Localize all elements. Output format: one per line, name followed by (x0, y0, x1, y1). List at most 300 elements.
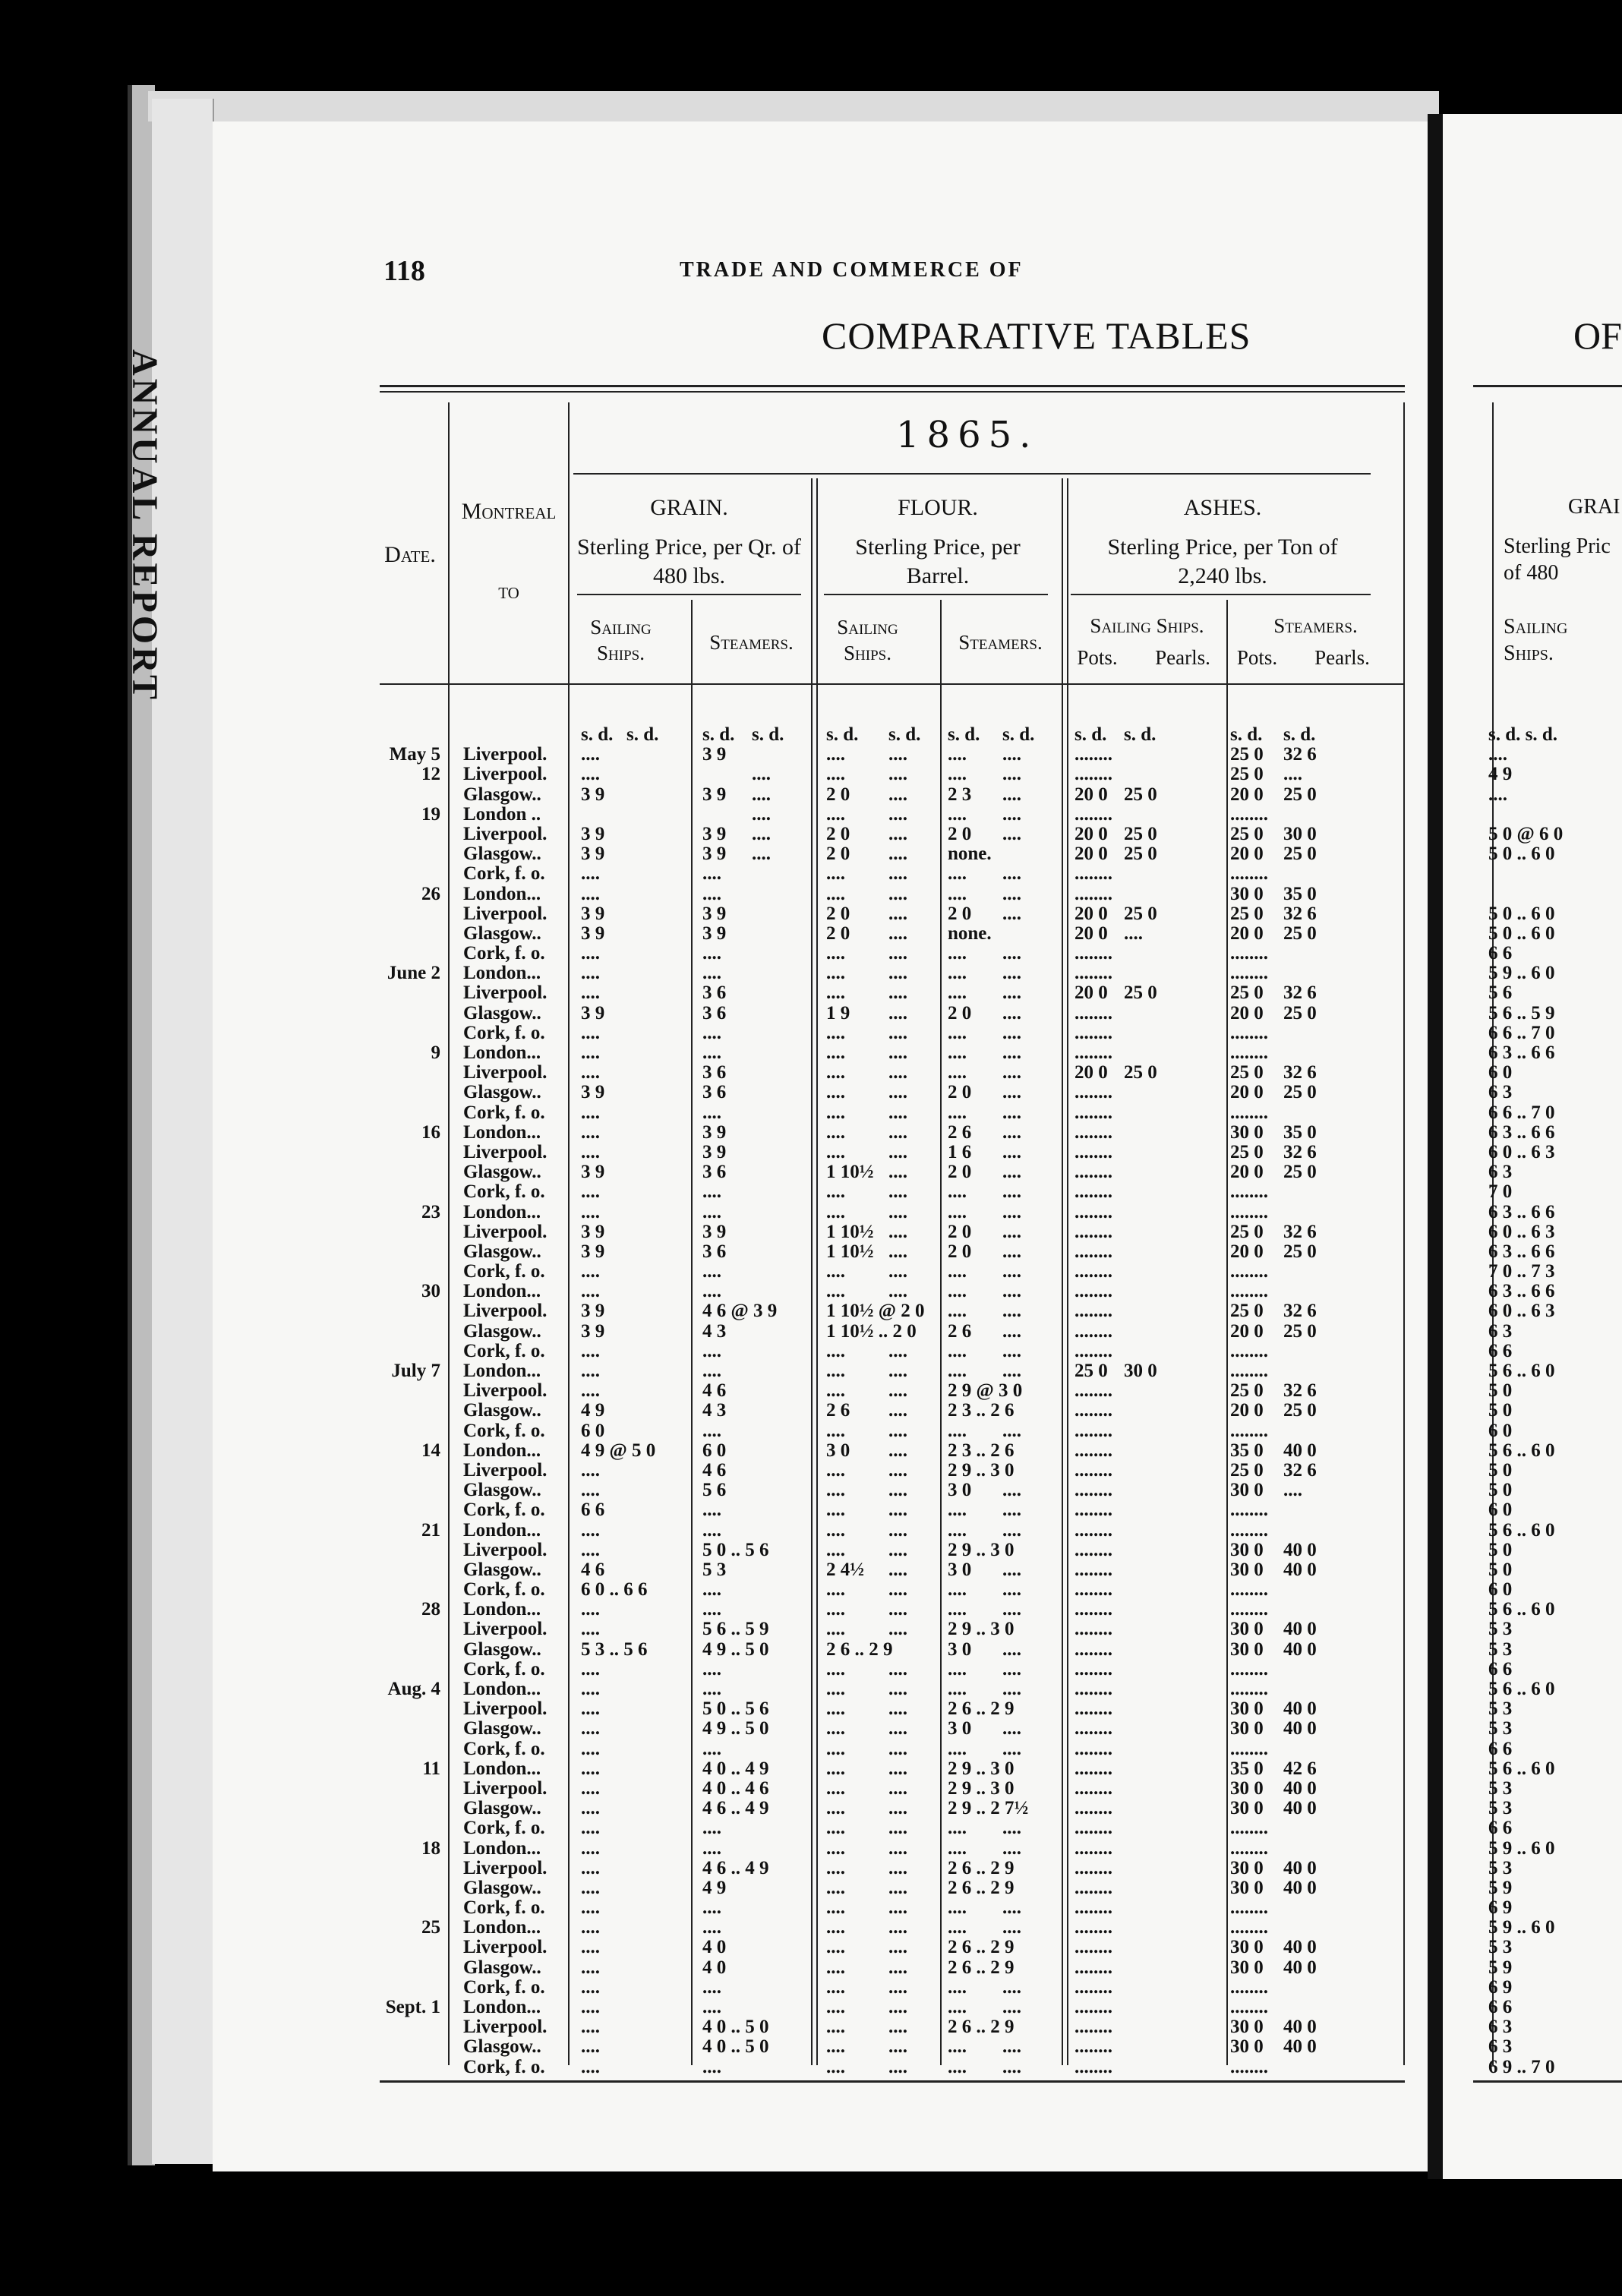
table-row (364, 1400, 1513, 1421)
cell-flour-steam-1: 2 0 (948, 823, 972, 844)
cell-destination: Glasgow.. (463, 1162, 541, 1183)
cell-flour-steam-2: .... (1002, 1818, 1021, 1839)
cell-destination: Glasgow.. (463, 1559, 541, 1580)
cell-ashes-steam-pots: 30 0 (1230, 1559, 1264, 1580)
cell-ashes-sail-pots: ........ (1074, 744, 1112, 765)
cell-next-page-value: 5 9 (1488, 1877, 1513, 1898)
cell-flour-sail-2: .... (888, 1877, 907, 1898)
cell-next-page-value: 6 9 (1488, 1976, 1513, 1998)
cell-ashes-steam-pearls: 40 0 (1283, 1718, 1317, 1739)
cell-flour-sail-2: .... (888, 863, 907, 885)
cell-ashes-sail-pots: ........ (1074, 1638, 1112, 1660)
cell-flour-sail-1: .... (826, 863, 845, 885)
cell-flour-steam-1: .... (948, 1519, 967, 1541)
cell-ashes-sail-pots: 20 0 (1074, 823, 1108, 844)
cell-next-page-value: 5 0 (1488, 1480, 1513, 1501)
cell-flour-sail-2: .... (888, 1361, 907, 1381)
cell-flour-sail-2: .... (888, 744, 907, 765)
cell-ashes-sail-pots: ........ (1074, 883, 1112, 904)
cell-flour-sail-2: .... (888, 1957, 907, 1978)
table-row (364, 1777, 1513, 1799)
table-row (364, 1500, 1513, 1521)
cell-flour-steam-1: 2 9 .. 3 0 (948, 1758, 1015, 1779)
cell-flour-sail-2: .... (888, 1459, 907, 1481)
cell-ashes-sail-pots: ........ (1074, 1380, 1112, 1402)
cell-flour-steam-2: .... (1002, 1519, 1021, 1541)
cell-flour-sail-1: .... (826, 1937, 845, 1958)
cell-destination: London... (463, 1679, 541, 1699)
table-row (364, 1420, 1513, 1441)
cell-next-page-value: 6 3 .. 6 6 (1488, 1241, 1555, 1262)
cell-ashes-steam-pearls: 42 6 (1283, 1758, 1317, 1779)
cell-flour-steam-2: .... (1002, 982, 1021, 1004)
cell-flour-sail-1: .... (826, 1917, 845, 1938)
grain-sailing-header: Sailing Ships. (590, 616, 652, 664)
cell-ashes-steam-pearls: 40 0 (1283, 1937, 1317, 1958)
cell-flour-sail-2: .... (888, 1798, 907, 1819)
cell-flour-sail-1: .... (826, 1599, 845, 1620)
cell-next-page-value: 5 9 (1488, 1957, 1513, 1978)
cell-flour-steam-1: 2 6 (948, 1121, 972, 1143)
cell-ashes-steam-pots: ........ (1230, 1837, 1268, 1859)
cell-grain-sail-1: .... (581, 1758, 600, 1779)
cell-flour-steam-2: .... (1002, 1976, 1021, 1998)
cell-next-page-value: 6 0 (1488, 1420, 1513, 1441)
cell-flour-steam-2: .... (1002, 1559, 1021, 1580)
cell-grain-steam-1: 4 9 (702, 1877, 727, 1898)
cell-ashes-steam-pots: ........ (1230, 1917, 1268, 1938)
cell-ashes-sail-pots: ........ (1074, 1957, 1112, 1978)
cell-flour-sail-1: .... (826, 982, 845, 1004)
cell-next-page-value: 6 3 .. 6 6 (1488, 1201, 1555, 1222)
cell-grain-steam-1: 3 6 (702, 1002, 727, 1023)
cell-grain-steam-2: .... (752, 844, 771, 865)
cell-destination: Cork, f. o. (463, 2056, 545, 2077)
cell-grain-sail-1: .... (581, 1679, 600, 1699)
cell-ashes-sail-pots: ........ (1074, 1579, 1112, 1601)
table-row (364, 1559, 1513, 1580)
cell-flour-steam-1: 2 9 .. 3 0 (948, 1777, 1015, 1799)
cell-grain-sail-1: .... (581, 1201, 600, 1222)
cell-flour-sail-2: .... (888, 943, 907, 964)
cell-grain-steam-2: .... (752, 764, 771, 785)
cell-next-page-value: 6 9 .. 7 0 (1488, 2056, 1555, 2077)
cell-ashes-steam-pearls: 40 0 (1283, 1798, 1317, 1819)
cell-flour-sail-2: .... (888, 1141, 907, 1162)
cell-flour-steam-1: .... (948, 1201, 967, 1222)
cell-grain-sail-1: .... (581, 1976, 600, 1998)
cell-flour-steam-2: .... (1002, 764, 1021, 785)
cell-ashes-sail-pots: ........ (1074, 1340, 1112, 1361)
cell-next-page-value: 6 6 (1488, 1738, 1513, 1759)
cell-ashes-sail-pots: ........ (1074, 1777, 1112, 1799)
cell-ashes-steam-pearls: 32 6 (1283, 1301, 1317, 1322)
cell-grain-sail-1: .... (581, 1917, 600, 1938)
cell-flour-steam-1: .... (948, 1102, 967, 1123)
cell-next-page-value: 5 0 (1488, 1539, 1513, 1560)
cell-ashes-steam-pots: ........ (1230, 1361, 1268, 1381)
cell-ashes-steam-pots: ........ (1230, 1897, 1268, 1919)
cell-destination: Liverpool. (463, 1380, 548, 1402)
cell-flour-sail-1: 1 10½ (826, 1221, 874, 1242)
table-row (364, 1340, 1513, 1361)
cell-flour-sail-2: .... (888, 764, 907, 785)
cell-grain-steam-1: 3 9 (702, 744, 727, 765)
table-row (364, 1718, 1513, 1739)
cell-ashes-sail-pots: ........ (1074, 2036, 1112, 2058)
cell-flour-steam-1: .... (948, 943, 967, 964)
cell-flour-steam-1: 2 0 (948, 1002, 972, 1023)
cell-destination: Glasgow.. (463, 2036, 541, 2058)
cell-grain-steam-1: .... (702, 943, 721, 964)
cell-ashes-steam-pots: 25 0 (1230, 1301, 1264, 1322)
cell-flour-sail-1: .... (826, 1480, 845, 1501)
cell-flour-steam-1: .... (948, 1301, 967, 1322)
cell-flour-sail-1: 2 0 (826, 922, 850, 944)
cell-grain-steam-1: s. d. (702, 724, 735, 745)
cell-ashes-steam-pots: s. d. (1230, 724, 1263, 745)
cell-grain-steam-1: 3 9 (702, 903, 727, 924)
table-row (364, 982, 1513, 1004)
cell-destination: Glasgow.. (463, 1957, 541, 1978)
cell-next-page-value: 5 0 (1488, 1400, 1513, 1421)
ashes-header: ASHES. (1183, 495, 1262, 520)
table-row (364, 1698, 1513, 1720)
cell-flour-steam-1: .... (948, 1579, 967, 1601)
cell-ashes-sail-pearls: 25 0 (1124, 844, 1157, 865)
cell-flour-steam-1: .... (948, 982, 967, 1004)
cell-flour-sail-2: .... (888, 1818, 907, 1839)
cell-destination: London... (463, 1837, 541, 1859)
cell-grain-sail-1: 3 9 (581, 844, 605, 865)
cell-grain-steam-1: 3 6 (702, 1162, 727, 1183)
cell-date: 14 (421, 1440, 440, 1461)
cell-date: Aug. 4 (387, 1679, 440, 1699)
cell-flour-steam-2: .... (1002, 2056, 1021, 2077)
np-top-rule (1473, 385, 1622, 387)
cell-flour-sail-2: .... (888, 963, 907, 984)
cell-flour-sail-1: 2 6 (826, 1400, 850, 1421)
cell-destination: Glasgow.. (463, 1798, 541, 1819)
cell-flour-steam-1: 2 6 (948, 1320, 972, 1342)
table-row (364, 1062, 1513, 1083)
cell-grain-steam-1: .... (702, 1599, 721, 1620)
cell-next-page-value: 6 3 .. 6 6 (1488, 1281, 1555, 1302)
cell-flour-sail-1: .... (826, 1897, 845, 1919)
table-row (364, 1619, 1513, 1640)
cell-grain-steam-1: 4 0 .. 4 6 (702, 1777, 769, 1799)
cell-flour-sail-1: .... (826, 1758, 845, 1779)
cell-flour-sail-2: .... (888, 1937, 907, 1958)
cell-flour-sail-2: .... (888, 1738, 907, 1759)
cell-flour-steam-2: .... (1002, 1261, 1021, 1282)
cell-ashes-steam-pots: ........ (1230, 863, 1268, 885)
cell-grain-sail-1: .... (581, 1818, 600, 1839)
cell-grain-sail-1: .... (581, 1937, 600, 1958)
cell-flour-sail-1: .... (826, 1500, 845, 1521)
cell-flour-steam-1: 2 6 .. 2 9 (948, 1877, 1015, 1898)
cell-flour-sail-2: .... (888, 1698, 907, 1720)
cell-grain-sail-1: 3 9 (581, 1301, 605, 1322)
cell-ashes-sail-pearls: s. d. (1124, 724, 1157, 745)
ashes-steam-pots-header: Pots. (1236, 646, 1278, 669)
cell-ashes-sail-pots: 25 0 (1074, 1361, 1108, 1381)
cell-next-page-value: 5 9 .. 6 0 (1488, 963, 1555, 984)
table-row (364, 764, 1513, 785)
cell-destination: Cork, f. o. (463, 1102, 545, 1123)
cell-next-page-value: 6 3 .. 6 6 (1488, 1121, 1555, 1143)
cell-destination: Liverpool. (463, 1062, 548, 1083)
cell-flour-sail-1: .... (826, 883, 845, 904)
cell-ashes-steam-pots: 20 0 (1230, 844, 1264, 865)
cell-ashes-steam-pots: ........ (1230, 943, 1268, 964)
cell-flour-steam-2: .... (1002, 784, 1021, 805)
cell-ashes-sail-pots: ........ (1074, 1320, 1112, 1342)
cell-date: 19 (421, 803, 440, 825)
table-row (364, 2017, 1513, 2038)
cell-grain-steam-1: 4 9 .. 5 0 (702, 1638, 769, 1660)
cell-grain-steam-1: .... (702, 1500, 721, 1521)
cell-ashes-steam-pots: 25 0 (1230, 744, 1264, 765)
cell-grain-sail-1: .... (581, 1361, 600, 1381)
cell-flour-sail-2: .... (888, 1002, 907, 1023)
cell-grain-sail-1: .... (581, 883, 600, 904)
cell-grain-sail-1: 3 9 (581, 1002, 605, 1023)
cell-grain-steam-1: .... (702, 883, 721, 904)
cell-flour-sail-1: .... (826, 1519, 845, 1541)
cell-next-page-value: 5 6 .. 6 0 (1488, 1758, 1555, 1779)
table-row (364, 1459, 1513, 1481)
cell-grain-steam-1: 4 0 (702, 1957, 727, 1978)
cell-grain-steam-1: 3 9 (702, 1121, 727, 1143)
cell-flour-sail-2: .... (888, 1102, 907, 1123)
flour-steamers-header: Steamers. (958, 631, 1043, 654)
flour-sub-rule (824, 594, 1048, 595)
cell-ashes-steam-pots: ........ (1230, 1340, 1268, 1361)
table-row (364, 1917, 1555, 1938)
cell-grain-steam-1: .... (702, 963, 721, 984)
cell-ashes-steam-pots: ........ (1230, 1679, 1268, 1699)
cell-next-page-value: 6 6 (1488, 1340, 1513, 1361)
cell-destination: Liverpool. (463, 1857, 548, 1878)
cell-flour-steam-1: .... (948, 2056, 967, 2077)
cell-grain-sail-1: .... (581, 1599, 600, 1620)
cell-ashes-steam-pots: ........ (1230, 1201, 1268, 1222)
cell-ashes-sail-pearls: 25 0 (1124, 903, 1157, 924)
cell-next-page-value: 5 0 .. 6 0 (1488, 844, 1555, 865)
cell-ashes-sail-pots: ........ (1074, 1976, 1112, 1998)
cell-next-page-value: 5 6 .. 6 0 (1488, 1679, 1555, 1699)
cell-ashes-sail-pearls: 30 0 (1124, 1361, 1157, 1381)
cell-grain-sail-1: 4 6 (581, 1559, 605, 1580)
table-row (364, 903, 1555, 924)
cell-flour-sail-1: .... (826, 1062, 845, 1083)
cell-grain-steam-1: 3 6 (702, 1082, 727, 1103)
cell-ashes-steam-pots: ........ (1230, 1818, 1268, 1839)
cell-flour-steam-2: .... (1002, 1738, 1021, 1759)
ashes-steamers-header: Steamers. (1273, 614, 1358, 637)
cell-destination: Cork, f. o. (463, 1022, 545, 1043)
cell-next-page-value: 5 3 (1488, 1857, 1513, 1878)
cell-destination: Glasgow.. (463, 1400, 541, 1421)
cell-destination: Liverpool. (463, 2017, 548, 2038)
cell-flour-steam-2: .... (1002, 1301, 1021, 1322)
cell-flour-steam-1: .... (948, 1022, 967, 1043)
cell-ashes-sail-pots: ........ (1074, 1539, 1112, 1560)
cell-flour-steam-1: .... (948, 1897, 967, 1919)
cell-flour-steam-1: 2 6 .. 2 9 (948, 1857, 1015, 1878)
ashes-steam-pearls-header: Pearls. (1314, 646, 1370, 669)
cell-flour-steam-1: .... (948, 963, 967, 984)
cell-flour-sail-1: .... (826, 943, 845, 964)
cell-date: 12 (421, 764, 440, 785)
cell-flour-sail-2: .... (888, 1679, 907, 1699)
cell-ashes-steam-pearls: 25 0 (1283, 1320, 1317, 1342)
cell-flour-sail-1: .... (826, 2017, 845, 2038)
cell-flour-sail-2: .... (888, 1976, 907, 1998)
cell-ashes-sail-pots: 20 0 (1074, 844, 1108, 865)
cell-ashes-steam-pots: 30 0 (1230, 1619, 1264, 1640)
cell-ashes-steam-pots: ........ (1230, 1261, 1268, 1282)
next-page-subheader: Sterling Pric of 480 (1504, 535, 1611, 585)
cell-flour-sail-1: .... (826, 963, 845, 984)
cell-next-page-value: 6 6 (1488, 1997, 1513, 2017)
cell-grain-sail-1: 3 9 (581, 784, 605, 805)
cell-flour-steam-2: .... (1002, 1241, 1021, 1262)
cell-ashes-steam-pots: ........ (1230, 1519, 1268, 1541)
table-row (364, 1320, 1513, 1342)
cell-flour-steam-2: .... (1002, 1638, 1021, 1660)
cell-flour-sail-1: 2 0 (826, 823, 850, 844)
cell-destination: Glasgow.. (463, 1002, 541, 1023)
cell-flour-sail-1: .... (826, 1698, 845, 1720)
cell-next-page-value: 6 0 (1488, 1579, 1513, 1601)
cell-next-page-value: 6 3 (1488, 1320, 1513, 1342)
cell-flour-sail-1: .... (826, 744, 845, 765)
cell-ashes-steam-pearls: 32 6 (1283, 1459, 1317, 1481)
cell-flour-steam-2: .... (1002, 943, 1021, 964)
cell-ashes-steam-pearls: 32 6 (1283, 1141, 1317, 1162)
cell-flour-steam-1: .... (948, 1818, 967, 1839)
cell-destination: London... (463, 963, 541, 984)
cell-flour-sail-1: .... (826, 1121, 845, 1143)
cell-destination: Liverpool. (463, 744, 548, 765)
cell-ashes-sail-pots: ........ (1074, 2056, 1112, 2077)
cell-flour-sail-1: 1 9 (826, 1002, 850, 1023)
cell-flour-sail-2: .... (888, 1917, 907, 1938)
cell-destination: London... (463, 883, 541, 904)
cell-ashes-steam-pots: 30 0 (1230, 1121, 1264, 1143)
cell-ashes-steam-pots: ........ (1230, 1500, 1268, 1521)
cell-date: 16 (421, 1121, 440, 1143)
table-row (364, 1658, 1513, 1679)
cell-grain-sail-1: 4 9 (581, 1400, 605, 1421)
cell-flour-sail-1: 2 4½ (826, 1559, 864, 1580)
cell-ashes-steam-pots: ........ (1230, 1658, 1268, 1679)
cell-flour-sail-2: .... (888, 1539, 907, 1560)
cell-next-page-value: 5 0 .. 6 0 (1488, 922, 1555, 944)
cell-grain-steam-1: 3 9 (702, 784, 727, 805)
cell-flour-steam-2: .... (1002, 1320, 1021, 1342)
cell-flour-sail-1: 2 0 (826, 784, 850, 805)
cell-next-page-value: 5 3 (1488, 1798, 1513, 1819)
cell-grain-steam-2: .... (752, 784, 771, 805)
cell-flour-steam-2: .... (1002, 2036, 1021, 2058)
cell-grain-steam-1: .... (702, 1897, 721, 1919)
cell-ashes-steam-pots: 25 0 (1230, 823, 1264, 844)
cell-ashes-sail-pots: ........ (1074, 1718, 1112, 1739)
cell-flour-sail-1: .... (826, 1042, 845, 1063)
cell-next-page-value: 5 6 .. 5 9 (1488, 1002, 1555, 1023)
cell-flour-steam-1: 2 0 (948, 903, 972, 924)
cell-flour-steam-1: .... (948, 1599, 967, 1620)
cell-date: Sept. 1 (385, 1997, 440, 2017)
cell-grain-steam-1: .... (702, 1201, 721, 1222)
ashes-subheader: Sterling Price, per Ton of 2,240 lbs. (1107, 535, 1338, 588)
cell-next-page-value: 5 6 .. 6 0 (1488, 1440, 1555, 1461)
table-row (364, 1579, 1513, 1601)
table-row (364, 1261, 1555, 1282)
cell-ashes-sail-pots: ........ (1074, 1141, 1112, 1162)
cell-flour-sail-1: 1 10½ .. 2 0 (826, 1320, 917, 1342)
ashes-pots-header: Pots. (1077, 646, 1118, 669)
cell-flour-steam-1: 3 0 (948, 1718, 972, 1739)
cell-flour-sail-2: .... (888, 1241, 907, 1262)
cell-ashes-sail-pearls: 25 0 (1124, 982, 1157, 1004)
cell-next-page-value: 5 6 (1488, 982, 1513, 1004)
cell-next-page-value: 5 6 .. 6 0 (1488, 1599, 1555, 1620)
cell-ashes-steam-pearls: 25 0 (1283, 1082, 1317, 1103)
cell-next-page-value: 5 3 (1488, 1937, 1513, 1958)
cell-destination: Liverpool. (463, 1777, 548, 1799)
cell-ashes-sail-pots: ........ (1074, 1798, 1112, 1819)
cell-flour-sail-1: .... (826, 1181, 845, 1203)
cell-ashes-steam-pots: 20 0 (1230, 1320, 1264, 1342)
cell-grain-sail-1: .... (581, 1957, 600, 1978)
cell-next-page-value: 7 0 .. 7 3 (1488, 1261, 1555, 1282)
cell-ashes-steam-pots: ........ (1230, 1181, 1268, 1203)
grain-header: GRAIN. (650, 495, 728, 520)
table-row (364, 864, 1443, 884)
cell-next-page-value: 6 6 .. 7 0 (1488, 1102, 1555, 1123)
cell-grain-sail-1: .... (581, 1519, 600, 1541)
cell-flour-sail-1: .... (826, 1718, 845, 1739)
cell-grain-sail-1: .... (581, 1658, 600, 1679)
cell-ashes-sail-pearls: 25 0 (1124, 823, 1157, 844)
cell-flour-steam-1: none. (948, 922, 992, 944)
data-table-body (364, 724, 1564, 2077)
cell-ashes-steam-pots: 30 0 (1230, 883, 1264, 904)
cell-grain-sail-1: .... (581, 1539, 600, 1560)
cell-flour-sail-1: .... (826, 1102, 845, 1123)
cell-flour-steam-2: .... (1002, 803, 1021, 825)
cell-grain-sail-1: .... (581, 1738, 600, 1759)
cell-flour-steam-2: .... (1002, 903, 1021, 924)
cell-ashes-steam-pots: 30 0 (1230, 1798, 1264, 1819)
cell-ashes-steam-pots: 30 0 (1230, 1638, 1264, 1660)
cell-ashes-sail-pots: ........ (1074, 1559, 1112, 1580)
cell-ashes-steam-pearls: 25 0 (1283, 1002, 1317, 1023)
cell-flour-steam-1: 2 6 .. 2 9 (948, 1698, 1015, 1720)
cell-grain-steam-1: .... (702, 863, 721, 885)
cell-flour-steam-2: .... (1002, 1658, 1021, 1679)
cell-flour-sail-1: .... (826, 1837, 845, 1859)
cell-next-page-value: 6 0 .. 6 3 (1488, 1221, 1555, 1242)
cell-grain-sail-1: 3 9 (581, 1162, 605, 1183)
cell-grain-sail-1: 3 9 (581, 903, 605, 924)
cell-next-page-value: 5 9 .. 6 0 (1488, 1837, 1555, 1859)
cell-flour-steam-1: .... (948, 1042, 967, 1063)
